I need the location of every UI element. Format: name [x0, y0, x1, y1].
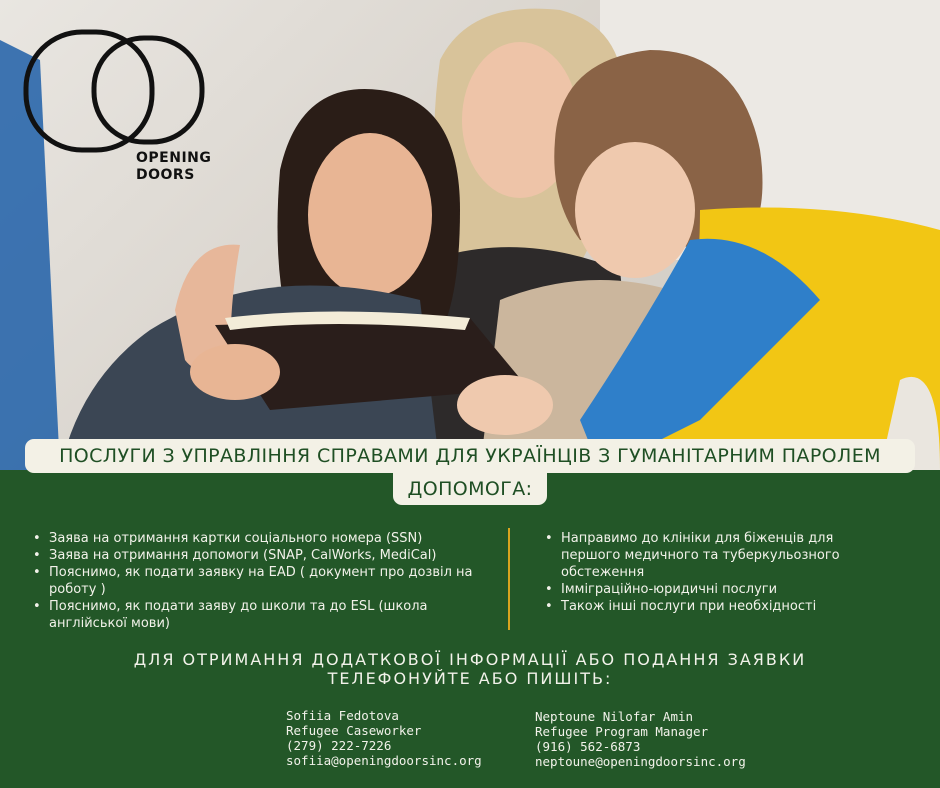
list-item: • Заява на отримання допомоги (SNAP, CalWorks, MediCal): [33, 547, 503, 564]
logo-wordmark: [136, 150, 211, 184]
contact-email[interactable]: neptoune@openingdoorsinc.org: [535, 754, 746, 769]
contact-role: Refugee Program Manager: [535, 724, 709, 739]
contact-name: Sofiia Fedotova: [286, 708, 399, 723]
list-item: • Імміграційно-юридичні послуги: [545, 581, 885, 598]
cta-line-2: ТЕЛЕФОНУЙТЕ АБО ПИШІТЬ:: [327, 669, 613, 688]
services-left-column: [33, 530, 503, 632]
contact-role: Refugee Caseworker: [286, 723, 422, 738]
column-divider: [508, 528, 510, 630]
contact-phone[interactable]: (916) 562-6873: [535, 739, 641, 754]
services-right-column: [545, 530, 885, 615]
logo-line-1: OPENING: [136, 150, 212, 166]
cta-line-1: ДЛЯ ОТРИМАННЯ ДОДАТКОВОЇ ІНФОРМАЦІЇ АБО ПОДАННЯ ЗАЯВКИ: [133, 650, 807, 669]
logo-line-2: DOORS: [136, 167, 195, 183]
contact-email[interactable]: sofiia@openingdoorsinc.org: [286, 753, 482, 768]
heading-line-1: ПОСЛУГИ З УПРАВЛІННЯ СПРАВАМИ ДЛЯ УКРАЇНЦІВ З ГУМАНІТАРНИМ ПАРОЛЕМ: [25, 439, 915, 473]
contact-name: Neptoune Nilofar Amin: [535, 709, 694, 724]
heading-line-2: ДОПОМОГА:: [393, 473, 547, 505]
logo-rings-icon: [22, 28, 212, 158]
list-item: • Також інші послуги при необхідності: [545, 598, 885, 615]
call-to-action: [0, 650, 940, 688]
list-item: • Пояснимо, як подати заяву до школи та до ESL (школа англійської мови): [33, 598, 503, 632]
contact-phone[interactable]: (279) 222-7226: [286, 738, 392, 753]
list-item: • Заява на отримання картки соціального номера (SSN): [33, 530, 503, 547]
list-item: • Пояснимо, як подати заявку на EAD ( документ про дозвіл на роботу ): [33, 564, 503, 598]
contact-card-neptoune: [535, 709, 746, 769]
list-item: • Направимо до клініки для біженців для першого медичного та туберкульозного обстеження: [545, 530, 885, 581]
contact-card-sofiia: [286, 708, 482, 768]
